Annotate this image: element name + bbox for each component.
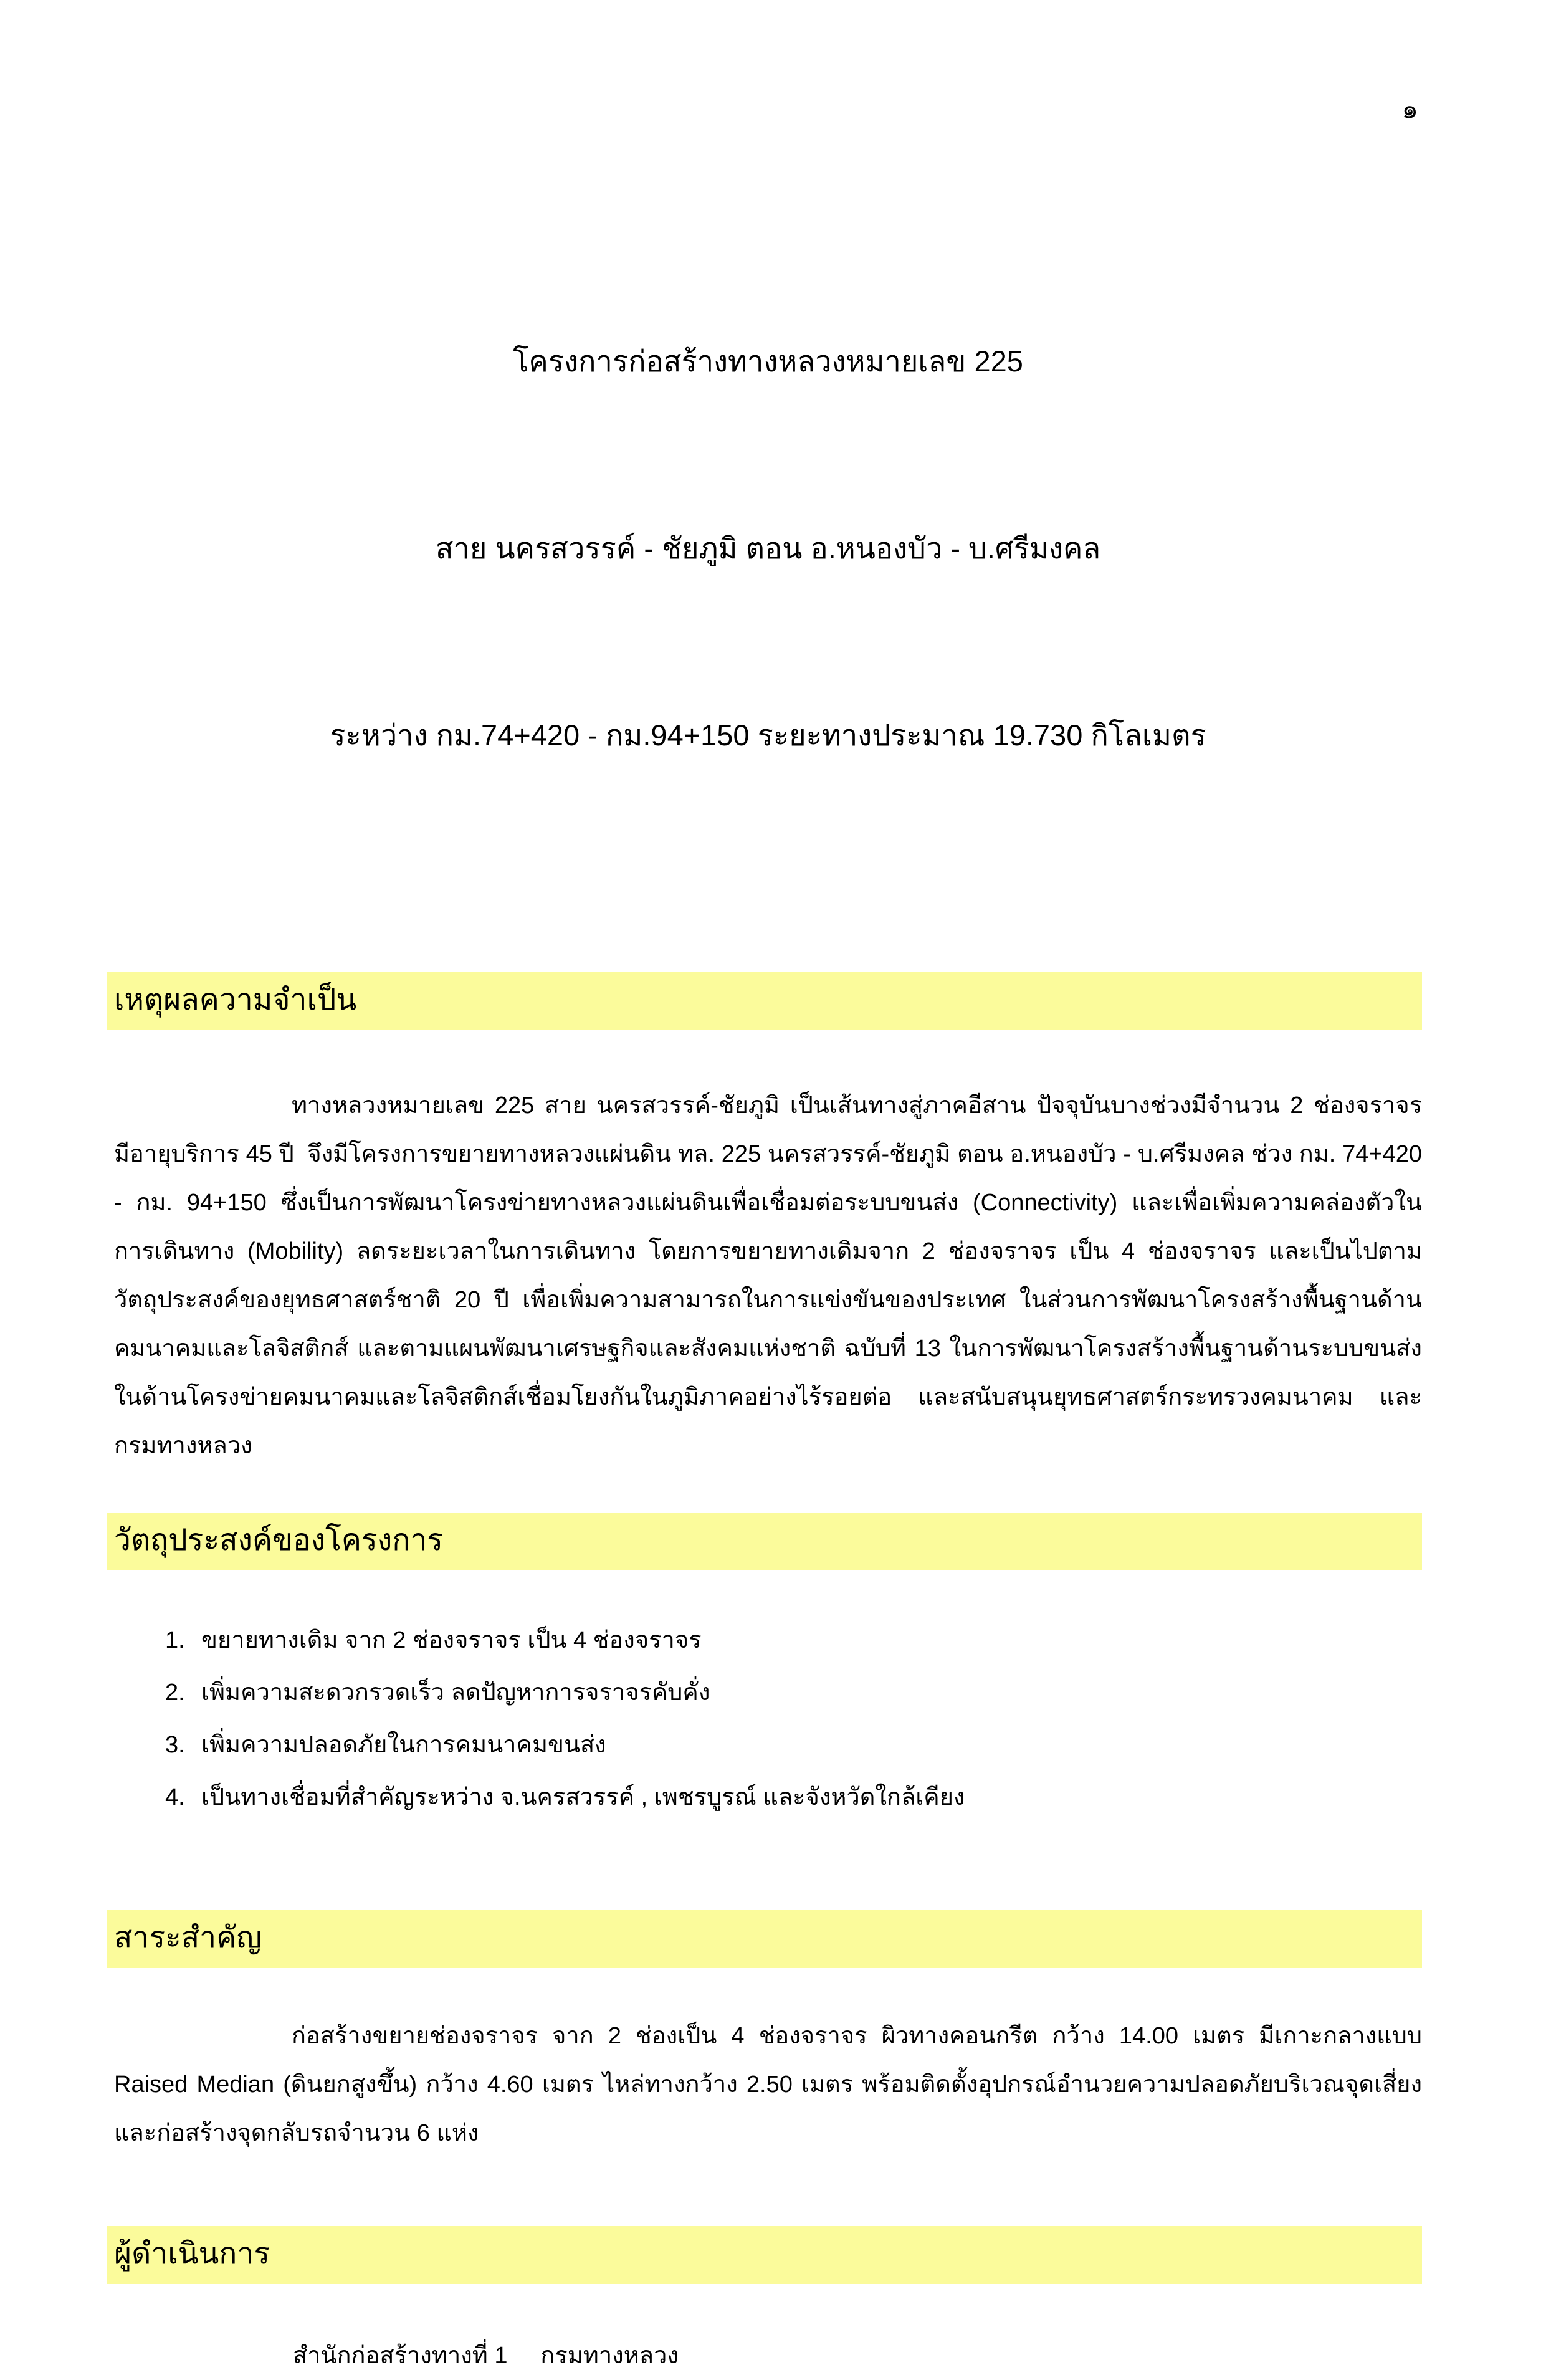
list-item-number: 4. — [165, 1784, 185, 1810]
list-item — [165, 1719, 1422, 1771]
list-item-number: 3. — [165, 1732, 185, 1758]
list-item-number: 1. — [165, 1627, 185, 1653]
document-title — [114, 0, 1422, 891]
page-number: ๑ — [1401, 94, 1418, 123]
list-item — [165, 1771, 1422, 1823]
list-item-text: เพิ่มความปลอดภัยในการคมนาคมขนส่ง — [201, 1732, 606, 1758]
section-heading-necessity: เหตุผลความจำเป็น — [107, 972, 1422, 1030]
title-line-2: สาย นครสวรรค์ - ชัยภูมิ ตอน อ.หนองบัว - บ.ศรีมงคล — [435, 532, 1101, 565]
necessity-paragraph: ทางหลวงหมายเลข 225 สาย นครสวรรค์-ชัยภูมิ เป็นเส้นทางสู่ภาคอีสาน ปัจจุบันบางช่วงมีจำนวน 2 ช่องจราจร มีอายุบริการ 45 ปี จึงมีโครงการขยายทางหลวงแผ่นดิน ทล. 225 นครสวรรค์-ชัยภูมิ ตอน อ.หนองบัว - บ.ศรีมงคล ช่วง กม. 74+420 - กม. 94+150 ซึ่งเป็นการพัฒนาโครงข่ายทางหลวงแผ่นดินเพื่อเชื่อมต่อระบบขนส่ง (Connectivity) และเพื่อเพิ่มความคล่องตัวในการเดินทาง (Mobility) ลดระยะเวลาในการเดินทาง โดยการขยายทางเดิมจาก 2 ช่องจราจร เป็น 4 ช่องจราจร และเป็นไปตามวัตถุประสงค์ของยุทธศาสตร์ชาติ 20 ปี เพื่อเพิ่มความสามารถในการแข่งขันของประเทศ ในส่วนการพัฒนาโครงสร้างพื้นฐานด้านคมนาคมและโลจิสติกส์ และตามแผนพัฒนาเศรษฐกิจและสังคมแห่งชาติ ฉบับที่ 13 ในการพัฒนาโครงสร้างพื้นฐานด้านระบบขนส่งในด้านโครงข่ายคมนาคมและโลจิสติกส์เชื่อมโยงกันในภูมิภาคอย่างไร้รอยต่อ และสนับสนุนยุทธศาสตร์กระทรวงคมนาคม และกรมทางหลวง — [114, 1092, 1429, 1459]
list-item-text: เพิ่มความสะดวกรวดเร็ว ลดปัญหาการจราจรคับคั่ง — [201, 1680, 710, 1706]
title-line-1: โครงการก่อสร้างทางหลวงหมายเลข 225 — [513, 345, 1023, 378]
operator-line: สำนักก่อสร้างทางที่ 1 กรมทางหลวง — [293, 2343, 679, 2369]
list-item-text: ขยายทางเดิม จาก 2 ช่องจราจร เป็น 4 ช่องจราจร — [201, 1627, 702, 1653]
objectives-list — [165, 1614, 1422, 1823]
section-heading-operator: ผู้ดำเนินการ — [107, 2226, 1422, 2284]
essence-paragraph: ก่อสร้างขยายช่องจราจร จาก 2 ช่องเป็น 4 ช่องจราจร ผิวทางคอนกรีต กว้าง 14.00 เมตร มีเกาะกลางแบบ Raised Median (ดินยกสูงขึ้น) กว้าง 4.60 เมตร ไหล่ทางกว้าง 2.50 เมตร พร้อมติดตั้งอุปกรณ์อำนวยความปลอดภัยบริเวณจุดเสี่ยง และก่อสร้างจุดกลับรถจำนวน 6 แห่ง — [114, 2023, 1436, 2146]
list-item — [165, 1614, 1422, 1666]
title-line-3: ระหว่าง กม.74+420 - กม.94+150 ระยะทางประมาณ 19.730 กิโลเมตร — [330, 719, 1206, 752]
list-item — [165, 1666, 1422, 1719]
section-heading-objectives: วัตถุประสงค์ของโครงการ — [107, 1513, 1422, 1570]
section-heading-essence: สาระสำคัญ — [107, 1910, 1422, 1968]
list-item-text: เป็นทางเชื่อมที่สำคัญระหว่าง จ.นครสวรรค์ , เพชรบูรณ์ และจังหวัดใกล้เคียง — [201, 1784, 965, 1810]
list-item-number: 2. — [165, 1680, 185, 1706]
